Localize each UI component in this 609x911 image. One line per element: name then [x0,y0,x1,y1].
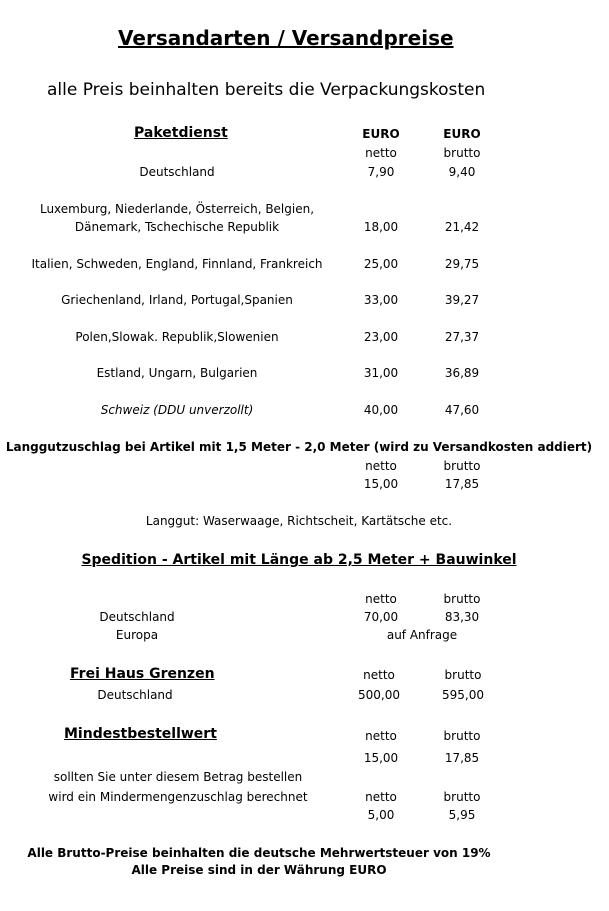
price-netto: 5,00 [367,808,395,822]
col-currency-netto: EURO [362,127,400,141]
col-netto-label: netto [365,146,397,160]
col-netto-label: netto [363,668,395,682]
spedition-heading: Spedition - Artikel mit Länge ab 2,5 Meter + Bauwinkel [81,552,517,568]
col-brutto-label: brutto [443,459,481,473]
price-brutto: 595,00 [442,688,484,702]
col-brutto-label: brutto [443,729,481,743]
price-netto: 70,00 [363,610,399,624]
country-label: Estland, Ungarn, Bulgarien [96,366,258,380]
price-netto: 500,00 [358,688,400,702]
price-brutto: 9,40 [448,165,476,179]
page-title: Versandarten / Versandpreise [118,26,454,50]
country-label: Griechenland, Irland, Portugal,Spanien [61,293,293,307]
country-label: Italien, Schweden, England, Finnland, Frankreich [31,257,323,271]
price-brutto: 17,85 [444,751,480,765]
price-brutto: 29,75 [444,257,480,271]
price-netto: 7,90 [367,165,395,179]
langgut-heading: Langgutzuschlag bei Artikel mit 1,5 Meter - 2,0 Meter (wird zu Versandkosten addiert) [5,440,593,454]
country-label: Europa [115,628,159,642]
country-label: Deutschland [97,688,173,702]
mindestbestellwert-heading: Mindestbestellwert [64,726,217,742]
footer-vat-note: Alle Brutto-Preise beinhalten die deutsche Mehrwertsteuer von 19% [27,846,491,860]
col-brutto-label: brutto [443,592,481,606]
country-label-line1: Luxemburg, Niederlande, Österreich, Belgien, [39,202,315,216]
paketdienst-heading: Paketdienst [134,125,228,141]
country-label: Dänemark, Tschechische Republik [74,220,280,234]
col-netto-label: netto [365,729,397,743]
langgut-note: Langgut: Waserwaage, Richtscheit, Kartätsche etc. [145,514,453,528]
mindest-note-line1: sollten Sie unter diesem Betrag bestellen [53,770,303,784]
price-netto: 15,00 [363,751,399,765]
price-brutto: 27,37 [444,330,480,344]
price-on-request: auf Anfrage [386,628,458,642]
price-brutto: 17,85 [444,477,480,491]
col-brutto-label: brutto [443,790,481,804]
price-netto: 23,00 [363,330,399,344]
price-netto: 15,00 [363,477,399,491]
price-brutto: 36,89 [444,366,480,380]
price-brutto: 5,95 [448,808,476,822]
mindest-note-line2: wird ein Mindermengenzuschlag berechnet [48,790,308,804]
price-netto: 40,00 [363,403,399,417]
price-brutto: 21,42 [444,220,480,234]
col-netto-label: netto [365,459,397,473]
col-brutto-label: brutto [443,146,481,160]
col-currency-brutto: EURO [443,127,481,141]
frei-haus-heading: Frei Haus Grenzen [70,666,215,682]
page-subtitle: alle Preis beinhalten bereits die Verpackungskosten [47,80,486,100]
price-netto: 18,00 [363,220,399,234]
country-label: Schweiz (DDU unverzollt) [100,403,254,417]
price-netto: 25,00 [363,257,399,271]
price-brutto: 47,60 [444,403,480,417]
country-label: Deutschland [139,165,215,179]
price-netto: 33,00 [363,293,399,307]
footer-currency-note: Alle Preise sind in der Währung EURO [131,863,387,877]
col-netto-label: netto [365,790,397,804]
price-netto: 31,00 [363,366,399,380]
price-brutto: 39,27 [444,293,480,307]
price-brutto: 83,30 [444,610,480,624]
col-netto-label: netto [365,592,397,606]
col-brutto-label: brutto [444,668,482,682]
country-label: Polen,Slowak. Republik,Slowenien [75,330,279,344]
country-label: Deutschland [99,610,175,624]
